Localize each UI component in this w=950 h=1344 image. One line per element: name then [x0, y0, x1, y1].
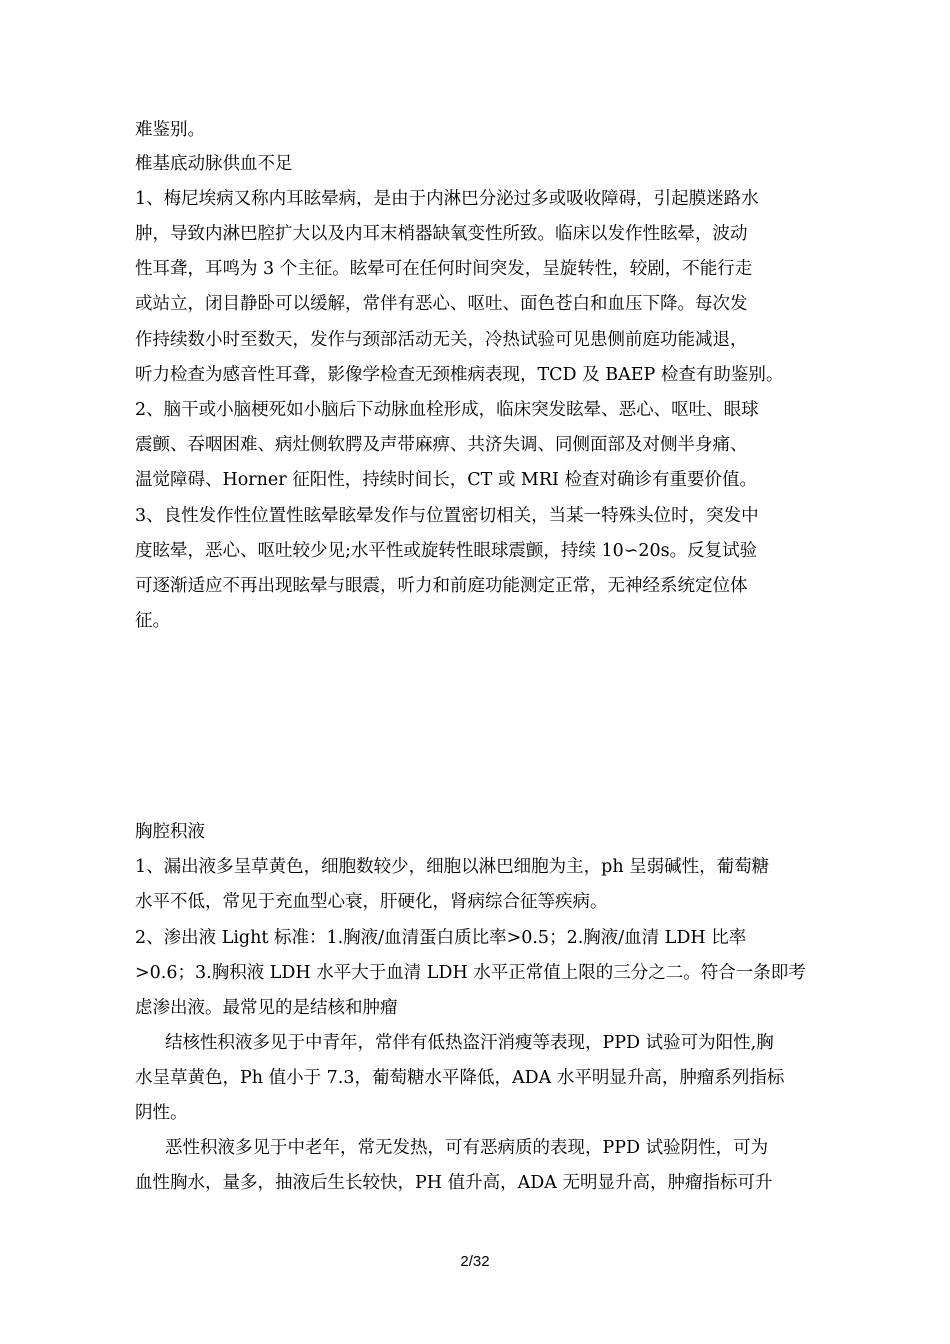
- text-line: 水呈草黄色，Ph 值小于 7.3，葡萄糖水平降低，ADA 水平明显升高，肿瘤系列指标: [135, 1068, 785, 1088]
- text-line: 阴性。: [135, 1103, 188, 1123]
- section-heading: 椎基底动脉供血不足: [135, 154, 293, 174]
- text-line: 性耳聋，耳鸣为 3 个主征。眩晕可在任何时间突发，呈旋转性，较剧，不能行走: [135, 259, 753, 279]
- text-line: 度眩晕，恶心、呕吐较少见;水平性或旋转性眼球震颤，持续 10∽20s。反复试验: [135, 541, 758, 561]
- section-heading: 胸腔积液: [135, 822, 205, 842]
- text-line: 肿，导致内淋巴腔扩大以及内耳末梢器缺氧变性所致。临床以发作性眩晕，波动: [135, 224, 748, 244]
- text-line: 恶性积液多见于中老年，常无发热，可有恶病质的表现，PPD 试验阴性，可为: [165, 1138, 769, 1158]
- text-line: 震颤、吞咽困难、病灶侧软腭及声带麻痹、共济失调、同侧面部及对侧半身痛、: [135, 435, 748, 455]
- text-line: 温觉障碍、Horner 征阳性，持续时间长，CT 或 MRI 检查对确诊有重要价值。: [135, 470, 757, 490]
- text-line: 1、梅尼埃病又称内耳眩晕病，是由于内淋巴分泌过多或吸收障碍，引起膜迷路水: [135, 189, 759, 209]
- text-line: 2、脑干或小脑梗死如小脑后下动脉血栓形成，临床突发眩晕、恶心、呕吐、眼球: [135, 400, 759, 420]
- text-line: 1、漏出液多呈草黄色，细胞数较少，细胞以淋巴细胞为主，ph 呈弱碱性，葡萄糖: [135, 857, 770, 877]
- text-line: 水平不低，常见于充血型心衰，肝硬化，肾病综合征等疾病。: [135, 892, 608, 912]
- text-line: 2、渗出液 Light 标准：1.胸液/血清蛋白质比率>0.5；2.胸液/血清 LDH 比率: [135, 928, 747, 948]
- text-line: 可逐渐适应不再出现眩晕与眼震，听力和前庭功能测定正常，无神经系统定位体: [135, 576, 748, 596]
- text-line: 3、良性发作性位置性眩晕眩晕发作与位置密切相关，当某一特殊头位时，突发中: [135, 506, 759, 526]
- text-line: 虑渗出液。最常见的是结核和肿瘤: [135, 998, 398, 1018]
- text-line: >0.6；3.胸积液 LDH 水平大于血清 LDH 水平正常值上限的三分之二。符合一条即考: [135, 963, 806, 983]
- text-line: 听力检查为感音性耳聋，影像学检查无颈椎病表现，TCD 及 BAEP 检查有助鉴别。: [135, 365, 784, 385]
- text-line: 血性胸水，量多，抽液后生长较快，PH 值升高，ADA 无明显升高，肿瘤指标可升: [135, 1173, 773, 1193]
- text-line: 征。: [135, 611, 170, 631]
- text-line: 结核性积液多见于中青年，常伴有低热盗汗消瘦等表现，PPD 试验可为阳性,胸: [165, 1033, 774, 1053]
- text-line: 或站立，闭目静卧可以缓解，常伴有恶心、呕吐、面色苍白和血压下降。每次发: [135, 294, 748, 314]
- text-line: 难鉴别。: [135, 120, 205, 140]
- text-line: 作持续数小时至数天，发作与颈部活动无关，冷热试验可见患侧前庭功能减退，: [135, 330, 748, 350]
- page-number: 2/32: [460, 1253, 490, 1270]
